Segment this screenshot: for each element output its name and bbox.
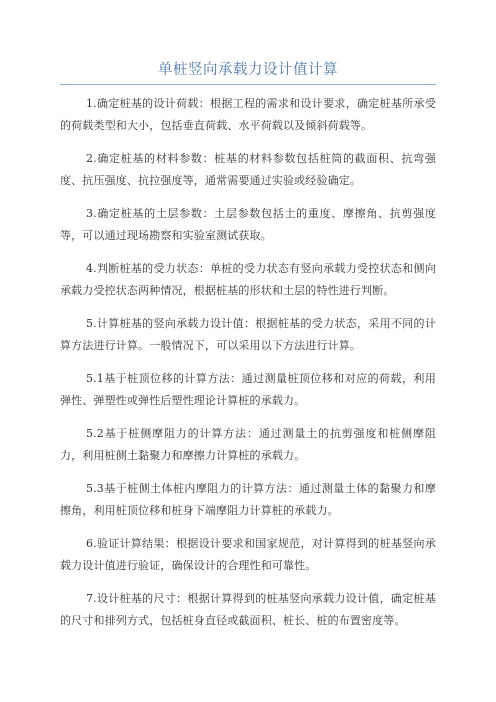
document-title: 单桩竖向承载力设计值计算 <box>158 62 338 78</box>
title-divider <box>60 84 436 85</box>
paragraph-6: 6.验证计算结果：根据设计要求和国家规范，对计算得到的桩基竖向承载力设计值进行验证，确保设计的合理性和可靠性。 <box>60 537 436 572</box>
paragraph-5-1: 5.1基于桩顶位移的计算方法：通过测量桩顶位移和对应的荷载，利用弹性、弹塑性或弹性后塑性理论计算桩的承载力。 <box>60 372 436 407</box>
paragraph-7: 7.设计桩基的尺寸：根据计算得到的桩基竖向承载力设计值，确定桩基的尺寸和排列方式，包括桩身直径或截面积、桩长、桩的布置密度等。 <box>60 592 436 627</box>
paragraph-4: 4.判断桩基的受力状态：单桩的受力状态有竖向承载力受控状态和侧向承载力受控状态两种情况，根据桩基的形状和土层的特性进行判断。 <box>60 262 436 297</box>
paragraph-5-2: 5.2基于桩侧摩阻力的计算方法：通过测量土的抗剪强度和桩侧摩阻力，利用桩侧土黏聚力和摩擦力计算桩的承载力。 <box>60 427 436 462</box>
paragraph-5-3: 5.3基于桩侧土体桩内摩阻力的计算方法：通过测量土体的黏聚力和摩擦角，利用桩顶位移和桩身下端摩阻力计算桩的承载力。 <box>60 482 436 517</box>
paragraph-5: 5.计算桩基的竖向承载力设计值：根据桩基的受力状态，采用不同的计算方法进行计算。一般情况下，可以采用以下方法进行计算。 <box>60 317 436 352</box>
paragraph-1: 1.确定桩基的设计荷载：根据工程的需求和设计要求，确定桩基所承受的荷载类型和大小，包括垂直荷载、水平荷载以及倾斜荷载等。 <box>60 97 436 132</box>
paragraph-2: 2.确定桩基的材料参数：桩基的材料参数包括桩筒的截面积、抗弯强度、抗压强度、抗拉强度等，通常需要通过实验或经验确定。 <box>60 152 436 187</box>
paragraph-3: 3.确定桩基的土层参数：土层参数包括土的重度、摩擦角、抗剪强度等，可以通过现场勘察和实验室测试获取。 <box>60 207 436 242</box>
